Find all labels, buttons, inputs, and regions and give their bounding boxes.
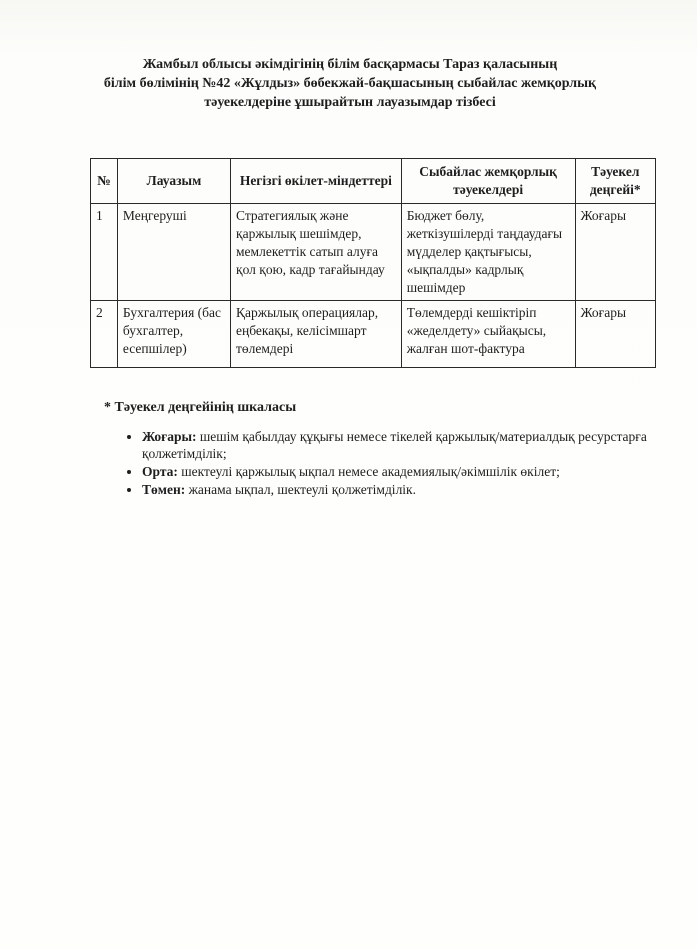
scale-text: шектеулі қаржылық ықпал немесе академиялық/әкімшілік өкілет;	[181, 464, 560, 479]
header-position: Лауазым	[117, 159, 230, 204]
table-row	[91, 204, 656, 301]
scale-term: Жоғары:	[142, 429, 197, 444]
scale-text: жанама ықпал, шектеулі қолжетімділік.	[188, 482, 416, 497]
table-row	[91, 301, 656, 368]
list-item	[142, 463, 662, 480]
cell-duties: Стратегиялық және қаржылық шешімдер, мемлекеттік сатып алуға қол қою, кадр тағайындау	[231, 204, 402, 301]
scale-term: Орта:	[142, 464, 178, 479]
cell-position: Бухгалтерия (бас бухгалтер, есепшілер)	[117, 301, 230, 368]
header-risk-level: Тәуекел деңгейі*	[575, 159, 656, 204]
header-number: №	[91, 159, 118, 204]
header-duties: Негізгі өкілет-міндеттері	[231, 159, 402, 204]
list-item	[142, 481, 662, 498]
risk-scale-list	[120, 428, 662, 499]
cell-risk-level: Жоғары	[575, 301, 656, 368]
scale-title: * Тәуекел деңгейінің шкаласы	[104, 400, 297, 415]
cell-risk-level: Жоғары	[575, 204, 656, 301]
header-risks: Сыбайлас жемқорлық тәуекелдері	[401, 159, 575, 204]
cell-risks: Төлемдерді кешіктіріп «жеделдету» сыйақысы, жалған шот-фактура	[401, 301, 575, 368]
risk-positions-table	[90, 158, 656, 368]
cell-number: 2	[91, 301, 118, 368]
document-title	[70, 55, 630, 112]
list-item	[142, 428, 662, 462]
cell-risks: Бюджет бөлу, жеткізушілерді таңдаудағы мүдделер қақтығысы, «ықпалды» кадрлық шешімдер	[401, 204, 575, 301]
title-line-2: білім бөлімінің №42 «Жұлдыз» бөбекжай-бақшасының сыбайлас жемқорлық	[103, 76, 597, 91]
scale-term: Төмен:	[142, 482, 186, 497]
title-line-1: Жамбыл облысы әкімдігінің білім басқармасы Тараз қаласының	[142, 57, 558, 72]
title-line-3: тәуекелдеріне ұшырайтын лауазымдар тізбесі	[204, 95, 496, 110]
table-header-row	[91, 159, 656, 204]
cell-number: 1	[91, 204, 118, 301]
cell-position: Меңгеруші	[117, 204, 230, 301]
cell-duties: Қаржылық операциялар, еңбекақы, келісімшарт төлемдері	[231, 301, 402, 368]
scale-text: шешім қабылдау құқығы немесе тікелей қаржылық/материалдық ресурстарға қолжетімділік;	[142, 429, 647, 461]
